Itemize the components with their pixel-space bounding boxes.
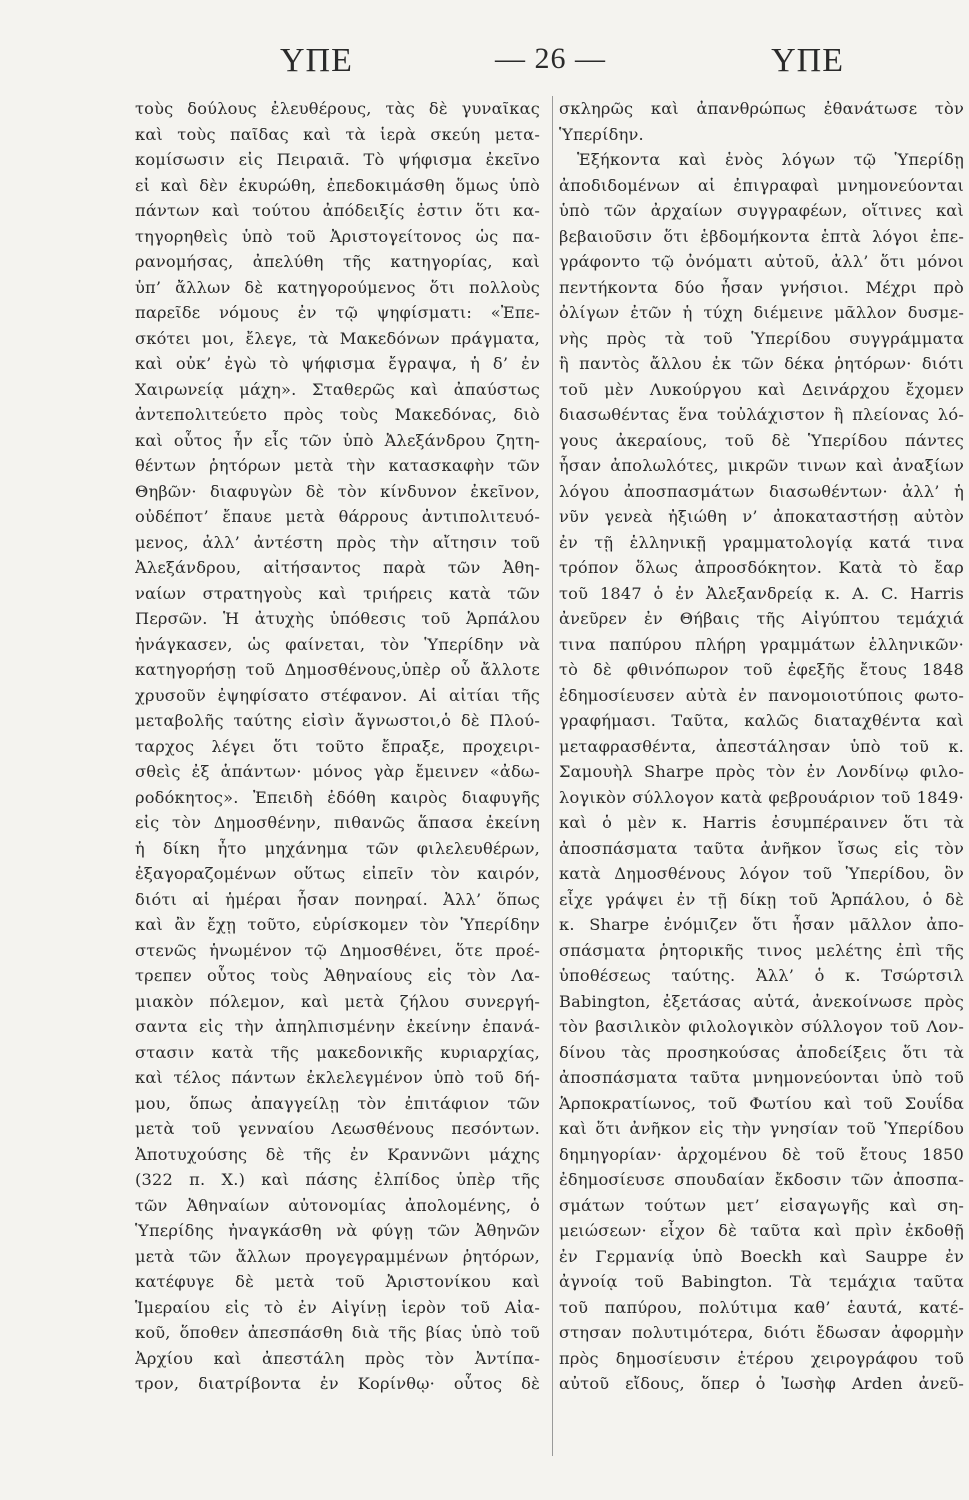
text-line: ναίων στρατηγοὺς καὶ τριήρεις κατὰ τῶν — [135, 583, 540, 603]
text-line: μενος, ἀλλ’ ἀντέστη πρὸς τὴν αἴτησιν τοῦ — [135, 532, 540, 552]
text-line: κομίσωσιν εἰς Πειραιᾶ. Τὸ ψήφισμα ἐκεῖνο — [135, 150, 540, 169]
text-line: τηγορηθεὶς ὑπὸ τοῦ Ἀριστογείτονος ὡς πα- — [135, 226, 540, 246]
text-line: γράφοντο τῷ ὀνόματι αὐτοῦ, ἀλλ’ ὅτι μόνοι — [559, 252, 964, 271]
text-line: κατηγορήσῃ τοῦ Δημοσθένους,ὑπὲρ οὗ ἄλλοτε — [135, 660, 540, 679]
text-line: (322 π. Χ.) καὶ πάσης ἐλπίδος ὑπὲρ τῆς — [135, 1170, 540, 1189]
text-line: νὴς πρὸς τὰ τοῦ Ὑπερίδου συγγράμματα — [559, 328, 964, 348]
text-line: Ὑπερίδης ἠναγκάσθη νὰ φύγῃ τῶν Ἀθηνῶν — [135, 1221, 540, 1240]
text-line: ὑποθέσεως ταύτης. Ἀλλ’ ὁ κ. Τσώρτσιλ — [559, 966, 964, 985]
text-line: δημηγορίαν· ἀρχομένου δὲ τοῦ ἔτους 1850 — [559, 1144, 964, 1164]
text-line: κατέφυγε δὲ μετὰ τοῦ Ἀριστονίκου καὶ — [135, 1272, 540, 1291]
right-column — [559, 96, 964, 1397]
text-line: ἠνάγκασεν, ὡς φαίνεται, τὸν Ὑπερίδην νὰ — [135, 634, 540, 654]
text-line: μετὰ τοῦ γενναίου Λεωσθένους πεσόντων. — [135, 1119, 540, 1138]
text-line: λογικὸν σύλλογον κατὰ φεβρουάριον τοῦ 1849· — [559, 787, 964, 807]
text-line: καὶ τέλος πάντων ἐκλελεγμένον ὑπὸ τοῦ δή- — [135, 1068, 540, 1087]
text-line: ἡ δίκη ἦτο μηχάνημα τῶν φιλελευθέρων, — [135, 838, 540, 858]
text-line: στησαν πολυτιμότερα, διότι ἔδωσαν ἀφορμὴν — [559, 1323, 964, 1342]
text-line: ἀγνοίᾳ τοῦ Babington. Τὰ τεμάχια ταῦτα — [559, 1272, 964, 1291]
text-line: τὸ δὲ φθινόπωρον τοῦ ἐφεξῆς ἔτους 1848 — [559, 660, 964, 679]
text-line: καὶ ὁ μὲν κ. Harris ἐσυμπέραινεν ὅτι τὰ — [559, 813, 964, 832]
text-line: στενῶς ἡνωμένον τῷ Δημοσθένει, ὅτε προέ- — [135, 940, 540, 960]
text-line: ἢ παντὸς ἄλλου ἐκ τῶν δέκα ῥητόρων· διότι — [559, 354, 964, 373]
text-line: ἦσαν ἀπολωλότες, μικρῶν τινων καὶ ἀναξίων — [559, 456, 964, 475]
text-line: αὐτοῦ εἴδους, ὅπερ ὁ Ἰωσὴφ Arden ἀνεῦ- — [559, 1374, 964, 1393]
text-line: σκότει μοι, ἔλεγε, τὰ Μακεδόνων πράγματα, — [135, 328, 540, 348]
text-line: ἀποσπάσματα ταῦτα μνημονεύονται ὑπὸ τοῦ — [559, 1068, 964, 1087]
text-line: τοῦ μὲν Λυκούργου καὶ Δεινάρχου ἔχομεν — [559, 379, 964, 399]
text-line: τῶν Ἀθηναίων αὐτονομίας ἀπολομένης, ὁ — [135, 1195, 540, 1215]
text-line: καὶ οὐκ’ ἐγὼ τὸ ψήφισμα ἔγραψα, ἡ δ’ ἐν — [135, 354, 540, 373]
text-line: τρον, διατρίβοντα ἐν Κορίνθῳ· οὗτος δὲ — [135, 1374, 540, 1393]
text-line: ἐδημοσίευσεν αὐτὰ ἐν πανομοιοτύποις φωτο- — [559, 685, 964, 705]
text-line: Babington, ἐξετάσας αὐτά, ἀνεκοίνωσε πρὸς — [559, 991, 964, 1011]
text-line: τρόπον ὅλως ἀπροσδόκητον. Κατὰ τὸ ἔαρ — [559, 558, 964, 577]
text-line: Ἑξήκοντα καὶ ἑνὸς λόγων τῷ Ὑπερίδῃ — [577, 150, 964, 169]
text-line: παρεῖδε νόμους ἐν τῷ ψηφίσματι: «Ἐπε- — [135, 303, 540, 322]
text-line: ἀνεῦρεν ἐν Θήβαις τῆς Αἰγύπτου τεμάχιά — [559, 609, 964, 628]
text-line: μιακὸν πόλεμον, καὶ μετὰ ζήλου συνεργή- — [135, 991, 540, 1011]
text-line: καὶ τοὺς παῖδας καὶ τὰ ἱερὰ σκεύη μετα- — [135, 124, 540, 144]
text-line: ἀποσπάσματα ταῦτα ἀνῆκον ἴσως εἰς τὸν — [559, 838, 964, 858]
text-line: διότι αἱ ἡμέραι ἦσαν πονηραί. Ἀλλ’ ὅπως — [135, 889, 540, 909]
text-line: βεβαιοῦσιν ὅτι ἑβδομήκοντα ἑπτὰ λόγοι ἐπε- — [559, 226, 964, 246]
text-line: ρανομήσας, ἀπελύθη τῆς κατηγορίας, καὶ — [135, 252, 540, 271]
text-line: πεντήκοντα δύο ἦσαν γνήσιοι. Μέχρι πρὸ — [559, 277, 964, 297]
text-line: δίνου τὰς προσηκούσας ἀποδείξεις ὅτι τὰ — [559, 1042, 964, 1062]
text-line: Ἁρποκρατίωνος, τοῦ Φωτίου καὶ τοῦ Σουΐδα — [559, 1093, 964, 1113]
text-line: τὸν βασιλικὸν φιλολογικὸν σύλλογον τοῦ Λον- — [559, 1017, 964, 1036]
text-line: καὶ ἂν ἔχῃ τοῦτο, εὑρίσκομεν τὸν Ὑπερίδην — [135, 915, 540, 934]
text-line: σκληρῶς καὶ ἀπανθρώπως ἐθανάτωσε τὸν — [559, 99, 964, 118]
text-line: εἰς τὸν Δημοσθένην, πιθανῶς ἅπασα ἐκείνη — [135, 813, 540, 832]
text-line: κατὰ Δημοσθένους λόγον τοῦ Ὑπερίδου, ὃν — [559, 864, 964, 883]
text-line: μεταβολῆς ταύτης εἰσὶν ἄγνωστοι,ὁ δὲ Πλού- — [135, 711, 540, 730]
text-line: πρὸς δημοσίευσιν ἑτέρου χειρογράφου τοῦ — [559, 1348, 964, 1368]
text-line: τοῦ παπύρου, πολύτιμα καθ’ ἑαυτά, κατέ- — [559, 1297, 964, 1317]
text-line: σμάτων τούτων μετ’ εἰσαγωγῆς καὶ ση- — [559, 1195, 964, 1215]
text-line: μεταφρασθέντα, ἀπεστάλησαν ὑπὸ τοῦ κ. — [559, 736, 964, 756]
text-line: σθεὶς ἐξ ἁπάντων· μόνος γὰρ ἔμεινεν «ἀδω- — [135, 762, 540, 781]
text-line: θέντων ῥητόρων μετὰ τὴν κατασκαφὴν τῶν — [135, 456, 540, 475]
text-line: τινα παπύρου πλήρη γραμμάτων ἑλληνικῶν· — [559, 634, 964, 654]
text-line: μετὰ τῶν ἄλλων προγεγραμμένων ῥητόρων, — [135, 1246, 540, 1266]
text-line: Περσῶν. Ἡ ἀτυχὴς ὑπόθεσις τοῦ Ἁρπάλου — [135, 609, 540, 628]
text-line: Ὑπερίδην. — [559, 124, 644, 144]
left-column — [135, 96, 540, 1397]
text-line: Σαμουὴλ Sharpe πρὸς τὸν ἐν Λονδίνῳ φιλο- — [559, 762, 964, 781]
text-line: καὶ οὗτος ἦν εἷς τῶν ὑπὸ Ἀλεξάνδρου ζητη- — [135, 430, 540, 450]
text-line: τοῦ 1847 ὁ ἐν Ἀλεξανδρείᾳ κ. A. C. Harris — [559, 583, 964, 603]
text-line: στασιν κατὰ τῆς μακεδονικῆς κυριαρχίας, — [135, 1042, 540, 1062]
text-line: ταρχος λέγει ὅτι τοῦτο ἔπραξε, προχειρι- — [135, 736, 540, 756]
text-line: εἶχε γράψει ἐν τῇ δίκῃ τοῦ Ἁρπάλου, ὁ δὲ — [559, 889, 964, 909]
text-line: Ἀποτυχούσης δὲ τῆς ἐν Κραννῶνι μάχης — [135, 1144, 540, 1164]
text-line: ἐν Γερμανίᾳ ὑπὸ Boeckh καὶ Sauppe ἐν — [559, 1246, 964, 1266]
text-line: σπάσματα ῥητορικῆς τινος μελέτης ἐπὶ τῆς — [559, 940, 964, 960]
text-line: ὀλίγων ἐτῶν ἡ τύχη διέμεινε μᾶλλον δυσμε- — [559, 303, 964, 322]
text-line: τρεπεν οὗτος τοὺς Ἀθηναίους εἰς τὸν Λα- — [135, 966, 540, 985]
page-number: — 26 — — [495, 42, 606, 75]
text-line: σαντα εἰς τὴν ἀπηλπισμένην ἐκείνην ἐπανά- — [135, 1017, 540, 1036]
text-line: ἐν τῇ ἑλληνικῇ γραμματολογίᾳ κατά τινα — [559, 532, 964, 552]
text-line: καὶ ὅτι ἀνῆκον εἰς τὴν γνησίαν τοῦ Ὑπερίδου — [559, 1119, 964, 1138]
text-line: μειώσεων· εἶχον δὲ ταῦτα καὶ πρὶν ἐκδοθῇ — [559, 1221, 964, 1240]
text-line: ὑπὸ τῶν ἀρχαίων συγγραφέων, οἵτινες καὶ — [559, 201, 964, 220]
text-line: λόγου ἀποσπασμάτων διασωθέντων· ἀλλ’ ἡ — [559, 481, 964, 501]
text-line: γους ἀκεραίους, τοῦ δὲ Ὑπερίδου πάντες — [559, 430, 964, 450]
text-line: εἰ καὶ δὲν ἐκυρώθη, ἐπεδοκιμάσθη ὅμως ὑπὸ — [135, 175, 540, 195]
text-line: νῦν γενεὰ ἠξιώθη ν’ ἀποκαταστήσῃ αὐτὸν — [559, 507, 964, 526]
text-line: ἐξαγοραζομένων οὕτως εἰπεῖν τὸν καιρόν, — [135, 864, 540, 883]
text-line: ἐδημοσίευσε σπουδαίαν ἔκδοσιν τῶν ἀποσπα- — [559, 1170, 964, 1189]
text-line: ἀντεπολιτεύετο πρὸς τοὺς Μακεδόνας, διὸ — [135, 405, 540, 424]
text-line: ροδόκητος». Ἐπειδὴ ἐδόθη καιρὸς διαφυγῆς — [135, 787, 540, 807]
text-line: Ἀλεξάνδρου, αἰτήσαντος παρὰ τῶν Ἀθη- — [135, 558, 540, 577]
text-line: τοὺς δούλους ἐλευθέρους, τὰς δὲ γυναῖκας — [135, 99, 540, 118]
text-line: διασωθέντας ἕνα τοὐλάχιστον ἢ πλείονας λό- — [559, 405, 964, 424]
text-line: Ἱμεραίου εἰς τὸ ἐν Αἰγίνῃ ἱερὸν τοῦ Αἰα- — [135, 1297, 540, 1317]
text-line: ὑπ’ ἄλλων δὲ κατηγορούμενος ὅτι πολλοὺς — [135, 277, 540, 297]
header-left-title: ΥΠΕ — [280, 42, 353, 79]
text-line: ἀποδιδομένων αἱ ἐπιγραφαὶ μνημονεύονται — [559, 175, 964, 195]
text-line: Θηβῶν· διαφυγὼν δὲ τὸν κίνδυνον ἐκεῖνον, — [135, 481, 540, 501]
text-line: γραφήμασι. Ταῦτα, καλῶς διαταχθέντα καὶ — [559, 711, 964, 730]
text-line: κοῦ, ὅποθεν ἀπεσπάσθη διὰ τῆς βίας ὑπὸ τοῦ — [135, 1323, 540, 1342]
text-line: Ἀρχίου καὶ ἀπεστάλη πρὸς τὸν Ἀντίπα- — [135, 1348, 540, 1368]
text-line: κ. Sharpe ἐνόμιζεν ὅτι ἦσαν μᾶλλον ἀπο- — [559, 915, 964, 934]
text-line: πάντων καὶ τούτου ἀπόδειξίς ἐστιν ὅτι κα- — [135, 201, 540, 220]
running-header — [130, 42, 844, 82]
text-columns — [135, 96, 963, 1476]
text-line: μου, ὅπως ἀπαγγείλῃ τὸν ἐπιτάφιον τῶν — [135, 1093, 540, 1113]
header-right-title: ΥΠΕ — [771, 42, 844, 79]
text-line: χρυσοῦν ἐψηφίσατο στέφανον. Αἱ αἰτίαι τῆς — [135, 685, 540, 705]
text-line: Χαιρωνείᾳ μάχη». Σταθερῶς καὶ ἀπαύστως — [135, 379, 540, 399]
text-line: οὐδέποτ’ ἔπαυε μετὰ θάρρους ἀντιπολιτευό- — [135, 507, 540, 526]
